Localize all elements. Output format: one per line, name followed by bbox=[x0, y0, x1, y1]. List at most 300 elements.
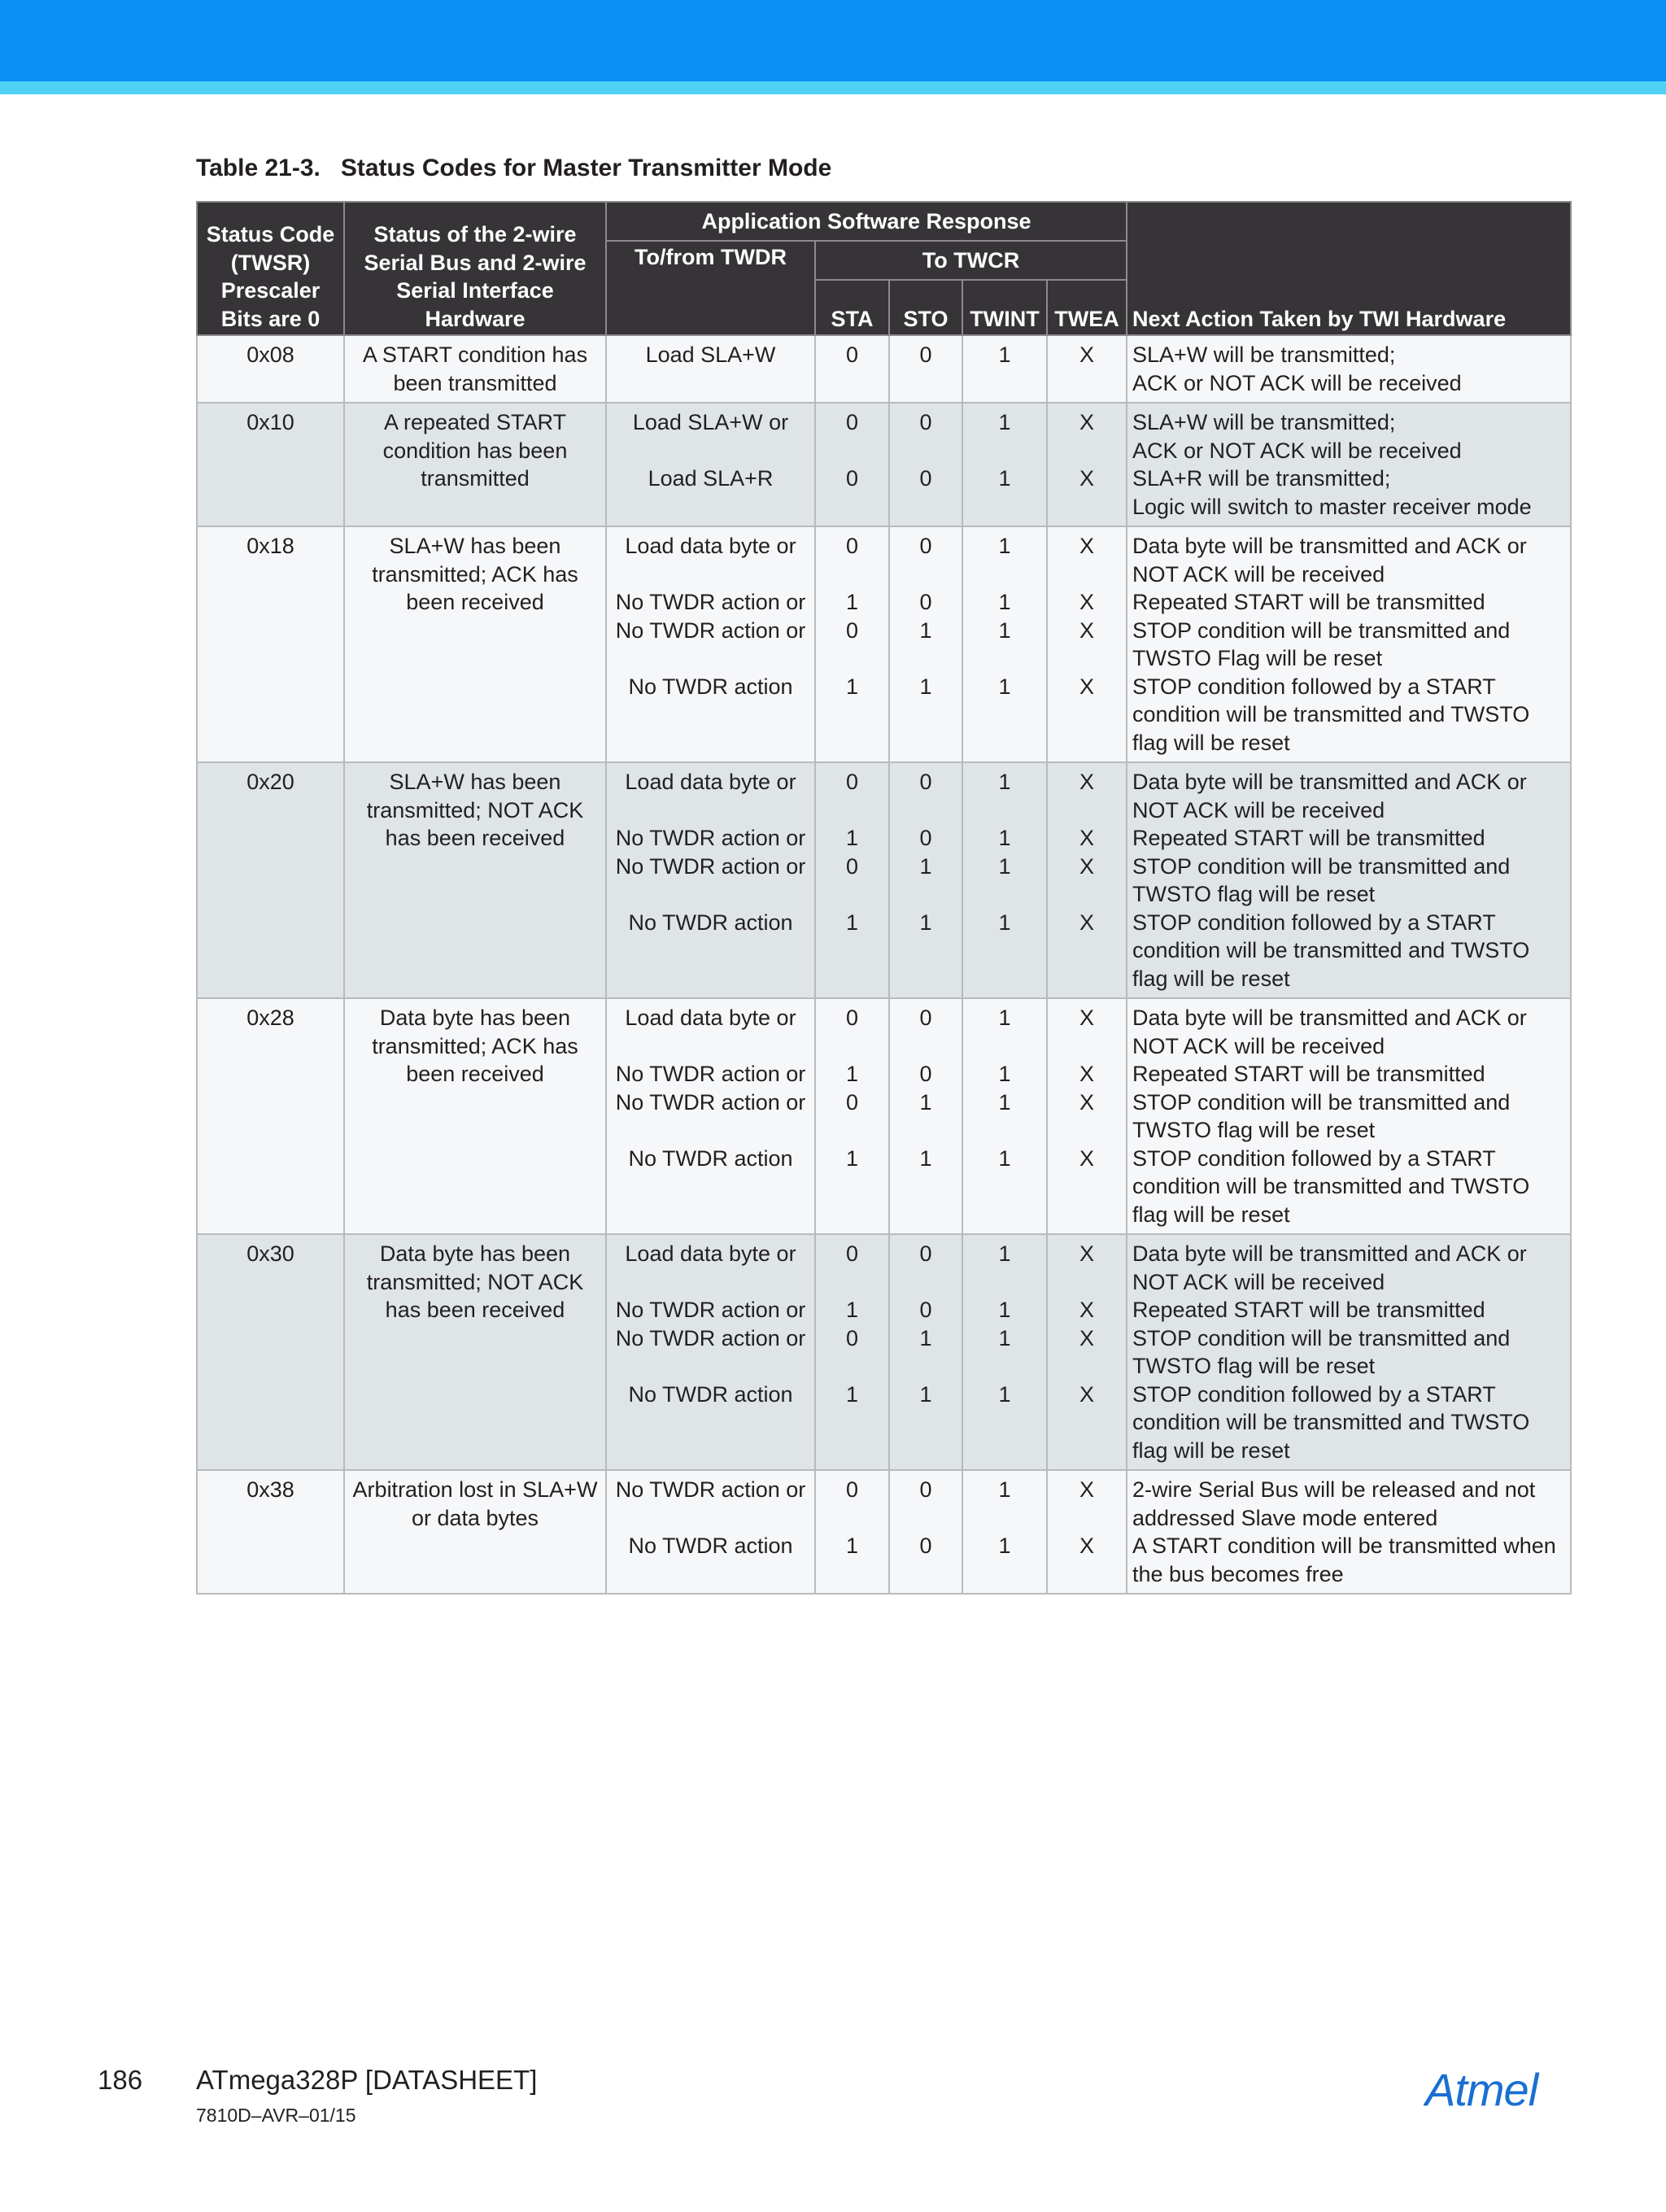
status-code-cell bbox=[197, 335, 344, 403]
cell-line: 1 bbox=[998, 826, 1011, 850]
cell-line bbox=[348, 493, 602, 521]
twdr-cell bbox=[606, 762, 815, 998]
twdr-cell bbox=[606, 1470, 815, 1594]
cell-line: 1 bbox=[998, 466, 1011, 491]
cell-line: 1 bbox=[845, 1381, 859, 1407]
cell-line: addressed Slave mode entered bbox=[1132, 1505, 1438, 1530]
cell-line bbox=[893, 369, 958, 398]
cell-line bbox=[610, 561, 811, 589]
cell-line: X bbox=[1079, 826, 1094, 850]
cell-line bbox=[610, 880, 811, 909]
cell-line: 0 bbox=[845, 342, 859, 367]
cell-line bbox=[1051, 965, 1123, 993]
cell-line bbox=[893, 437, 958, 465]
cell-line bbox=[819, 1201, 885, 1229]
cell-line: 1 bbox=[998, 617, 1011, 643]
cell-line: SLA+W has been bbox=[389, 770, 561, 794]
cell-line: 1 bbox=[998, 1477, 1011, 1502]
cell-line bbox=[966, 1268, 1043, 1297]
cell-line: 1 bbox=[998, 1241, 1011, 1266]
cell-line: 0x20 bbox=[246, 770, 294, 794]
cell-line bbox=[348, 644, 602, 673]
cell-line: 1 bbox=[919, 853, 932, 879]
cell-line: STOP condition will be transmitted and bbox=[1132, 853, 1511, 879]
next-action-cell bbox=[1127, 526, 1571, 762]
cell-line: 0 bbox=[845, 1325, 859, 1350]
cell-line: X bbox=[1079, 910, 1094, 935]
cell-line: transmitted; NOT ACK bbox=[366, 797, 584, 822]
cell-line: 1 bbox=[998, 1006, 1011, 1030]
header-twcr: To TWCR bbox=[815, 241, 1127, 280]
status-code-cell bbox=[197, 1234, 344, 1470]
sta-cell bbox=[815, 526, 889, 762]
cell-line: 1 bbox=[998, 590, 1011, 614]
cell-line bbox=[966, 1032, 1043, 1061]
cell-line bbox=[966, 1172, 1043, 1201]
status-code-cell bbox=[197, 526, 344, 762]
cell-line bbox=[348, 1089, 602, 1117]
bus-status-cell bbox=[344, 403, 606, 526]
cell-line: 0 bbox=[919, 1006, 932, 1030]
cell-line: No TWDR action or bbox=[615, 1089, 806, 1115]
cell-line bbox=[1051, 880, 1123, 909]
bus-status-cell bbox=[344, 998, 606, 1234]
sta-cell bbox=[815, 998, 889, 1234]
cell-line bbox=[893, 1437, 958, 1465]
cell-line bbox=[893, 1408, 958, 1437]
cell-line: 0 bbox=[845, 1006, 859, 1030]
cell-line bbox=[819, 700, 885, 729]
cell-line: transmitted bbox=[421, 466, 530, 491]
cell-line: 0 bbox=[919, 590, 932, 614]
cell-line bbox=[893, 1116, 958, 1145]
status-code-cell bbox=[197, 1470, 344, 1594]
cell-line: X bbox=[1079, 1062, 1094, 1086]
cell-line: No TWDR action or bbox=[615, 617, 806, 643]
cell-line bbox=[966, 1116, 1043, 1145]
atmel-logo bbox=[1424, 2063, 1572, 2120]
cell-line bbox=[348, 936, 602, 965]
cell-line bbox=[893, 700, 958, 729]
cell-line bbox=[610, 1352, 811, 1381]
sta-cell bbox=[815, 762, 889, 998]
cell-line: SLA+R will be transmitted; bbox=[1132, 466, 1391, 491]
page-number: 186 bbox=[98, 2065, 143, 2095]
cell-line bbox=[966, 965, 1043, 993]
cell-line: been received bbox=[406, 590, 544, 614]
cell-line: STOP condition will be transmitted and bbox=[1132, 1089, 1511, 1115]
cell-line: 1 bbox=[998, 770, 1011, 794]
cell-line bbox=[348, 1352, 602, 1381]
cell-line: 1 bbox=[845, 910, 859, 935]
cell-line: Load data byte or bbox=[625, 534, 796, 558]
cell-line bbox=[819, 965, 885, 993]
cell-line bbox=[348, 909, 602, 937]
table-row bbox=[197, 1470, 1571, 1594]
cell-line: 0 bbox=[919, 1241, 932, 1266]
cell-line bbox=[1051, 1352, 1123, 1381]
cell-line: A repeated START bbox=[383, 410, 567, 434]
cell-line bbox=[610, 493, 811, 521]
cell-line: 0 bbox=[845, 1089, 859, 1115]
table-row bbox=[197, 526, 1571, 762]
cell-line: Repeated START will be transmitted bbox=[1132, 826, 1485, 850]
cell-line: X bbox=[1079, 590, 1094, 614]
cell-line bbox=[1051, 1032, 1123, 1061]
header-next-action: Next Action Taken by TWI Hardware bbox=[1127, 202, 1571, 335]
header-status-code: Status Code (TWSR) Prescaler Bits are 0 bbox=[197, 202, 344, 335]
cell-line bbox=[348, 673, 602, 701]
cell-line: 1 bbox=[998, 1534, 1011, 1558]
table-row bbox=[197, 335, 1571, 403]
cell-line: Load data byte or bbox=[625, 1006, 796, 1030]
cell-line bbox=[893, 1032, 958, 1061]
cell-line: No TWDR action bbox=[628, 1145, 793, 1171]
cell-line bbox=[893, 729, 958, 757]
cell-line: 1 bbox=[845, 674, 859, 699]
cell-line: Repeated START will be transmitted bbox=[1132, 590, 1485, 614]
cell-line: 1 bbox=[845, 1145, 859, 1171]
cell-line: SLA+W will be transmitted; bbox=[1132, 410, 1396, 434]
sta-cell bbox=[815, 1234, 889, 1470]
cell-line: X bbox=[1079, 1534, 1094, 1558]
cell-line: TWSTO flag will be reset bbox=[1132, 1118, 1376, 1142]
twdr-cell bbox=[606, 998, 815, 1234]
cell-line bbox=[819, 936, 885, 965]
cell-line: X bbox=[1079, 534, 1094, 558]
twint-cell bbox=[962, 998, 1047, 1234]
cell-line: TWSTO Flag will be reset bbox=[1132, 646, 1383, 670]
cell-line: NOT ACK will be received bbox=[1132, 1033, 1385, 1058]
header-twint: TWINT bbox=[962, 280, 1047, 335]
next-action-cell bbox=[1127, 403, 1571, 526]
sto-cell bbox=[889, 1470, 962, 1594]
cell-line: X bbox=[1079, 1006, 1094, 1030]
cell-line bbox=[966, 493, 1043, 521]
cell-line: 0 bbox=[845, 770, 859, 794]
cell-line bbox=[966, 1201, 1043, 1229]
twint-cell bbox=[962, 526, 1047, 762]
sto-cell bbox=[889, 335, 962, 403]
sto-cell bbox=[889, 1234, 962, 1470]
cell-line: 0x10 bbox=[246, 410, 294, 434]
cell-line bbox=[966, 1437, 1043, 1465]
cell-line bbox=[966, 1560, 1043, 1589]
cell-line: 1 bbox=[998, 1145, 1011, 1171]
cell-line bbox=[1051, 561, 1123, 589]
twdr-cell bbox=[606, 526, 815, 762]
cell-line bbox=[966, 729, 1043, 757]
cell-line bbox=[348, 700, 602, 729]
cell-line: 0x08 bbox=[246, 342, 294, 367]
cell-line: flag will be reset bbox=[1132, 1202, 1290, 1227]
sto-cell bbox=[889, 998, 962, 1234]
cell-line bbox=[893, 1504, 958, 1533]
cell-line: 1 bbox=[845, 826, 859, 850]
cell-line: has been received bbox=[385, 826, 565, 850]
cell-line: flag will be reset bbox=[1132, 730, 1290, 755]
cell-line bbox=[348, 965, 602, 993]
cell-line bbox=[1051, 493, 1123, 521]
bus-status-cell bbox=[344, 762, 606, 998]
twea-cell bbox=[1047, 998, 1127, 1234]
cell-line: STOP condition followed by a START bbox=[1132, 674, 1496, 699]
cell-line: ACK or NOT ACK will be received bbox=[1132, 438, 1462, 463]
cell-line bbox=[819, 369, 885, 398]
cell-line: A START condition has bbox=[362, 342, 588, 367]
cell-line bbox=[966, 700, 1043, 729]
cell-line: transmitted; ACK has bbox=[372, 1033, 578, 1058]
cell-line: flag will be reset bbox=[1132, 1438, 1290, 1463]
cell-line bbox=[348, 1116, 602, 1145]
cell-line: STOP condition will be transmitted and bbox=[1132, 1325, 1511, 1350]
top-banner-stripe bbox=[0, 81, 1666, 94]
cell-line: 0x28 bbox=[246, 1006, 294, 1030]
status-code-cell bbox=[197, 403, 344, 526]
cell-line: 0 bbox=[919, 826, 932, 850]
table-row bbox=[197, 403, 1571, 526]
cell-line: 0 bbox=[919, 1477, 932, 1502]
cell-line bbox=[610, 1437, 811, 1465]
cell-line: X bbox=[1079, 1325, 1094, 1350]
table-row bbox=[197, 762, 1571, 998]
cell-line bbox=[348, 1437, 602, 1465]
cell-line bbox=[348, 1172, 602, 1201]
header-twdr: To/from TWDR bbox=[606, 241, 815, 335]
cell-line: 0 bbox=[845, 466, 859, 491]
cell-line: No TWDR action bbox=[628, 674, 793, 699]
cell-line bbox=[819, 1116, 885, 1145]
cell-line bbox=[819, 1560, 885, 1589]
cell-line bbox=[893, 1172, 958, 1201]
cell-line: 0 bbox=[919, 534, 932, 558]
cell-line bbox=[610, 796, 811, 825]
cell-line: No TWDR action bbox=[628, 910, 793, 935]
header-sto: STO bbox=[889, 280, 962, 335]
cell-line: flag will be reset bbox=[1132, 966, 1290, 991]
cell-line: No TWDR action bbox=[628, 1381, 793, 1407]
cell-line bbox=[348, 880, 602, 909]
cell-line: Data byte will be transmitted and ACK or bbox=[1132, 1241, 1527, 1266]
cell-line: 1 bbox=[919, 674, 932, 699]
cell-line: 1 bbox=[998, 674, 1011, 699]
cell-line: 1 bbox=[998, 1089, 1011, 1115]
twdr-cell bbox=[606, 403, 815, 526]
cell-line: transmitted; ACK has bbox=[372, 561, 578, 587]
cell-line bbox=[348, 1381, 602, 1409]
cell-line: 1 bbox=[998, 534, 1011, 558]
cell-line: 1 bbox=[919, 1145, 932, 1171]
cell-line: the bus becomes free bbox=[1132, 1561, 1344, 1586]
cell-line: 0 bbox=[919, 1298, 932, 1322]
cell-line bbox=[819, 1504, 885, 1533]
cell-line bbox=[966, 369, 1043, 398]
cell-line: transmitted; NOT ACK bbox=[366, 1269, 584, 1294]
cell-line bbox=[610, 936, 811, 965]
cell-line bbox=[610, 1408, 811, 1437]
cell-line: X bbox=[1079, 342, 1094, 367]
cell-line: Data byte has been bbox=[379, 1006, 571, 1030]
cell-line: 1 bbox=[998, 1325, 1011, 1350]
cell-line: 0 bbox=[845, 410, 859, 434]
cell-line: X bbox=[1079, 853, 1094, 879]
cell-line: Load data byte or bbox=[625, 1241, 796, 1266]
bus-status-cell bbox=[344, 335, 606, 403]
cell-line: No TWDR action bbox=[628, 1534, 793, 1558]
cell-line bbox=[966, 1352, 1043, 1381]
cell-line: 0 bbox=[919, 1062, 932, 1086]
cell-line bbox=[1051, 1172, 1123, 1201]
cell-line: Load SLA+W or bbox=[632, 410, 789, 434]
sto-cell bbox=[889, 403, 962, 526]
cell-line bbox=[348, 617, 602, 645]
cell-line bbox=[966, 1504, 1043, 1533]
cell-line bbox=[893, 1268, 958, 1297]
cell-line bbox=[348, 853, 602, 881]
cell-line: 1 bbox=[845, 1534, 859, 1558]
cell-line: ACK or NOT ACK will be received bbox=[1132, 370, 1462, 395]
cell-line: STOP condition followed by a START bbox=[1132, 1381, 1496, 1407]
cell-line: NOT ACK will be received bbox=[1132, 1269, 1385, 1294]
cell-line: Data byte will be transmitted and ACK or bbox=[1132, 770, 1527, 794]
cell-line bbox=[893, 644, 958, 673]
cell-line: X bbox=[1079, 617, 1094, 643]
cell-line bbox=[348, 729, 602, 757]
status-codes-table bbox=[196, 201, 1572, 1595]
cell-line: 0 bbox=[845, 534, 859, 558]
cell-line: X bbox=[1079, 1241, 1094, 1266]
cell-line: 2-wire Serial Bus will be released and not bbox=[1132, 1477, 1536, 1502]
cell-line bbox=[610, 1560, 811, 1589]
cell-line bbox=[819, 437, 885, 465]
cell-line: SLA+W has been bbox=[389, 534, 561, 558]
header-twea: TWEA bbox=[1047, 280, 1127, 335]
table-row bbox=[197, 1234, 1571, 1470]
cell-line bbox=[893, 561, 958, 589]
cell-line: Data byte has been bbox=[379, 1241, 571, 1266]
cell-line: NOT ACK will be received bbox=[1132, 797, 1385, 822]
header-sta: STA bbox=[815, 280, 889, 335]
cell-line: STOP condition will be transmitted and bbox=[1132, 617, 1511, 643]
cell-line: 1 bbox=[919, 1325, 932, 1350]
twea-cell bbox=[1047, 526, 1127, 762]
cell-line bbox=[610, 1268, 811, 1297]
cell-line: 0 bbox=[919, 410, 932, 434]
twint-cell bbox=[962, 335, 1047, 403]
cell-line: 0 bbox=[919, 342, 932, 367]
cell-line: A START condition will be transmitted when bbox=[1132, 1534, 1556, 1558]
cell-line bbox=[819, 1352, 885, 1381]
cell-line: X bbox=[1079, 410, 1094, 434]
cell-line: condition will be transmitted and TWSTO bbox=[1132, 938, 1530, 962]
cell-line: been received bbox=[406, 1062, 544, 1086]
cell-line bbox=[893, 1352, 958, 1381]
cell-line bbox=[1051, 1268, 1123, 1297]
cell-line: 1 bbox=[919, 617, 932, 643]
cell-line: 1 bbox=[845, 590, 859, 614]
cell-line bbox=[893, 880, 958, 909]
cell-line: 0 bbox=[919, 770, 932, 794]
twea-cell bbox=[1047, 403, 1127, 526]
cell-line bbox=[610, 700, 811, 729]
bus-status-cell bbox=[344, 526, 606, 762]
cell-line: condition will be transmitted and TWSTO bbox=[1132, 1410, 1530, 1434]
cell-line bbox=[966, 644, 1043, 673]
cell-line bbox=[819, 729, 885, 757]
cell-line: 0 bbox=[845, 617, 859, 643]
cell-line: Load data byte or bbox=[625, 770, 796, 794]
cell-line bbox=[1051, 1116, 1123, 1145]
cell-line: 0x18 bbox=[246, 534, 294, 558]
twint-cell bbox=[962, 403, 1047, 526]
cell-line: Repeated START will be transmitted bbox=[1132, 1298, 1485, 1322]
cell-line: been transmitted bbox=[393, 370, 557, 395]
cell-line bbox=[348, 1408, 602, 1437]
top-banner bbox=[0, 0, 1666, 81]
cell-line: Logic will switch to master receiver mode bbox=[1132, 494, 1532, 519]
cell-line: Data byte will be transmitted and ACK or bbox=[1132, 1006, 1527, 1030]
next-action-cell bbox=[1127, 1470, 1571, 1594]
cell-line bbox=[610, 1116, 811, 1145]
cell-line: 1 bbox=[998, 410, 1011, 434]
cell-line bbox=[610, 1032, 811, 1061]
cell-line bbox=[348, 1145, 602, 1173]
cell-line: 0 bbox=[919, 1534, 932, 1558]
cell-line bbox=[610, 965, 811, 993]
status-code-cell bbox=[197, 998, 344, 1234]
cell-line bbox=[1051, 437, 1123, 465]
cell-line: Load SLA+R bbox=[648, 466, 774, 491]
cell-line: 0 bbox=[845, 1241, 859, 1266]
header-bus-status: Status of the 2-wire Serial Bus and 2-wire Serial Interface Hardware bbox=[344, 202, 606, 335]
cell-line: condition will be transmitted and TWSTO bbox=[1132, 702, 1530, 726]
cell-line bbox=[1051, 1560, 1123, 1589]
cell-line bbox=[819, 1437, 885, 1465]
cell-line bbox=[1051, 644, 1123, 673]
table-title: Table 21-3. Status Codes for Master Transmitter Mode bbox=[196, 155, 832, 181]
cell-line bbox=[348, 1324, 602, 1353]
cell-line bbox=[893, 493, 958, 521]
cell-line bbox=[966, 936, 1043, 965]
cell-line: condition has been bbox=[382, 438, 568, 463]
twdr-cell bbox=[606, 1234, 815, 1470]
sto-cell bbox=[889, 762, 962, 998]
cell-line: X bbox=[1079, 1381, 1094, 1407]
cell-line: 1 bbox=[919, 910, 932, 935]
cell-line bbox=[1051, 936, 1123, 965]
sta-cell bbox=[815, 403, 889, 526]
next-action-cell bbox=[1127, 335, 1571, 403]
header-app-response: Application Software Response bbox=[606, 202, 1127, 241]
cell-line bbox=[610, 729, 811, 757]
cell-line bbox=[1051, 369, 1123, 398]
twea-cell bbox=[1047, 762, 1127, 998]
cell-line bbox=[1051, 729, 1123, 757]
cell-line: Repeated START will be transmitted bbox=[1132, 1062, 1485, 1086]
sta-cell bbox=[815, 335, 889, 403]
cell-line: Load SLA+W bbox=[645, 342, 776, 367]
cell-line: No TWDR action or bbox=[615, 590, 806, 614]
bus-status-cell bbox=[344, 1234, 606, 1470]
cell-line bbox=[610, 1201, 811, 1229]
cell-line: STOP condition followed by a START bbox=[1132, 1145, 1496, 1171]
cell-line bbox=[893, 1201, 958, 1229]
cell-line bbox=[819, 880, 885, 909]
next-action-cell bbox=[1127, 1234, 1571, 1470]
cell-line bbox=[966, 561, 1043, 589]
cell-line: 0 bbox=[845, 853, 859, 879]
cell-line bbox=[893, 965, 958, 993]
